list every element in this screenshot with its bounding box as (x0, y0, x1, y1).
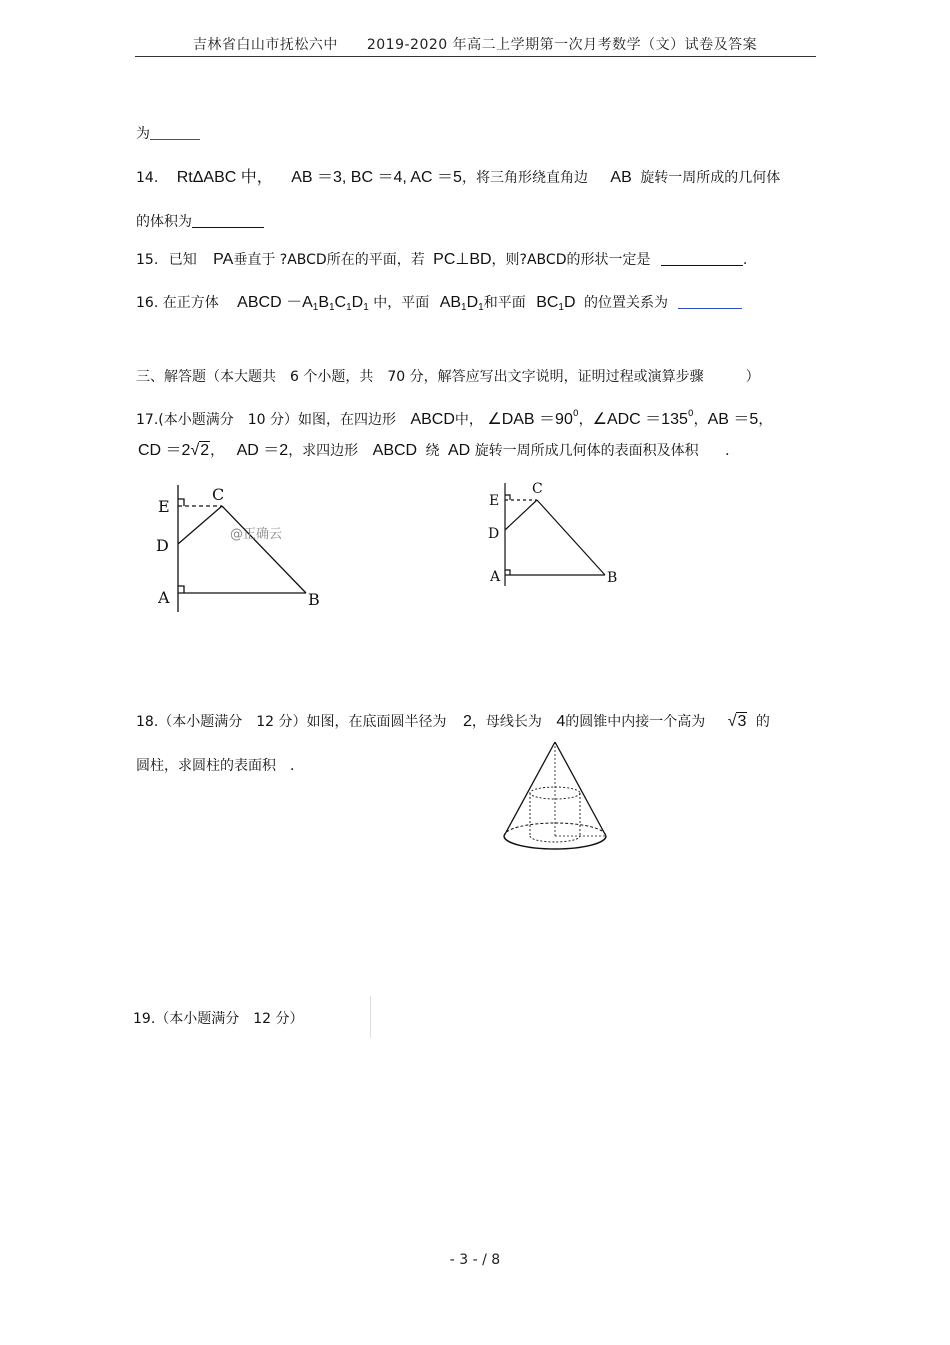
q17-sqrt-value: 2 (200, 442, 210, 459)
q16-plane-1-a: AB (439, 294, 462, 311)
q18-height-value: 3 (737, 713, 747, 730)
q16-plane-1-sub2: 1 (478, 302, 484, 313)
q18-line1 (136, 712, 770, 732)
q17-fig1-label-b: B (308, 590, 320, 609)
q16-plane-1 (440, 294, 484, 311)
q14-axis: AB (610, 169, 632, 186)
q15-number: 15. (136, 252, 159, 268)
q16-cube-b: B (318, 294, 329, 311)
q17-fig2-label-b: B (607, 570, 618, 586)
q18-cone-right-edge (555, 742, 606, 836)
q17-comma-2: ， (693, 412, 708, 428)
q17-end: ． (725, 443, 740, 459)
q17-text-d: 绕 (425, 443, 440, 459)
q13-tail (136, 124, 200, 144)
q14-text-b: 旋转一周所成的几何体 (640, 170, 781, 186)
q16-sub-4: 1 (363, 302, 369, 313)
q14-line2 (136, 212, 264, 232)
q18-sqrt-symbol: √ (727, 713, 737, 730)
q16-plane-2-sub: 1 (558, 302, 564, 313)
q14-line1 (136, 168, 780, 188)
q16-text-a: 在正方体 (162, 295, 219, 311)
q16-cube-c: C (334, 294, 347, 311)
q17-fig2-right-angle-e (505, 495, 510, 500)
q16-sub-3: 1 (346, 302, 352, 313)
q17-degree-2: 0 (687, 409, 694, 419)
q19-title: 19.（本小题满分 12 分） (133, 1011, 304, 1027)
q17-fig1-right-angle-e (178, 499, 184, 506)
q17-fig2-label-a: A (490, 569, 501, 585)
q16-line (136, 293, 742, 318)
section-3-title: 三、解答题（本大题共 6 个小题，共 70 分，解答应写出文字说明，证明过程或演算步骤 ） (136, 369, 760, 385)
q16-sub-2: 1 (328, 302, 335, 313)
q16-text-c: 和平面 (483, 295, 526, 311)
q16-cube-d: D (351, 294, 364, 311)
q17-fig2-bc (537, 500, 605, 575)
q15-answer-blank[interactable] (661, 251, 743, 266)
q14-triangle-symbol: Δ (192, 169, 204, 186)
q14-abc: ABC 中， (203, 169, 273, 186)
q15-text-c: 所在的平面，若 (326, 252, 425, 268)
q14-text-a: ，将三角形绕直角边 (461, 170, 588, 186)
q17-fig1-cd (178, 506, 222, 544)
q16-text-b: 中，平面 (373, 295, 430, 311)
q17-line1 (136, 404, 772, 430)
q18-cone-left-edge (504, 742, 555, 836)
q14-text-c: 的体积为 (136, 214, 192, 230)
q18-text-c: 的圆锥中内接一个高为 (565, 714, 706, 730)
q17-angle-adc: ∠ADC ＝135 (592, 411, 688, 428)
q17-fig2-right-angle-a (505, 570, 510, 575)
page-header-title: 吉林省白山市抚松六中 2019-2020 年高二上学期第一次月考数学（文）试卷及答案 (192, 37, 758, 53)
q17-fig2-label-d: D (488, 526, 500, 542)
q17-comma-3: ， (758, 412, 773, 428)
q16-plane-1-sub: 1 (461, 302, 467, 313)
q18-number: 18. (136, 714, 159, 730)
q16-plane-2-b: D (563, 294, 576, 311)
q14-number: 14. (136, 170, 159, 186)
q17-text-c: ，求四边形 (288, 443, 359, 459)
q17-text-e: 旋转一周所成几何体的表面积及体积 (474, 443, 699, 459)
header-divider (135, 56, 816, 57)
q17-degree-1: 0 (572, 409, 579, 419)
q17-sqrt-symbol: √ (190, 442, 200, 459)
q16-cube (237, 294, 369, 311)
q16-plane-2-a: BC (536, 294, 559, 311)
q13-answer-blank[interactable] (150, 125, 200, 140)
q16-number: 16. (136, 295, 159, 311)
q17-fig1-bc (222, 506, 306, 593)
q17-number: 17.( (136, 412, 164, 428)
q18-slant: 4 (556, 713, 566, 730)
q14-conditions: AB ＝3, BC ＝4, AC ＝5 (291, 169, 462, 186)
q15-text-e: 的形状一定是 (566, 252, 651, 268)
q17-figure-1 (150, 480, 330, 615)
q14-answer-blank[interactable] (192, 213, 264, 228)
q15-text-a: 已知 (168, 252, 197, 268)
q14-rt: Rt (176, 169, 193, 186)
q17-fig2-label-e: E (489, 493, 500, 509)
q15-condition: PC⊥BD (433, 251, 492, 268)
q13-tail-text: 为 (136, 126, 150, 142)
q17-quad: ABCD (410, 411, 455, 428)
q17-quad-2: ABCD (372, 442, 418, 459)
q18-cylinder-bottom (530, 836, 580, 842)
q15-end: . (742, 252, 748, 268)
q17-fig1-label-d: D (156, 536, 169, 555)
q15-line (136, 250, 747, 270)
q16-answer-blank[interactable] (678, 294, 742, 309)
q17-figure-2 (485, 478, 630, 590)
q15-text-b: 垂直于 (233, 252, 276, 268)
q16-plane-1-b: D (466, 294, 479, 311)
q18-cone-figure (498, 740, 613, 855)
q15-parallelogram-1: ?ABCD (279, 252, 327, 268)
q17-angle-dab: ∠DAB ＝90 (487, 411, 573, 428)
q17-fig2-cd (505, 500, 537, 530)
q18-text-b: ，母线长为 (471, 714, 542, 730)
q15-text-d: ，则 (491, 252, 520, 268)
q17-axis: AD (448, 442, 471, 459)
scan-mark (370, 996, 371, 1038)
q16-cube-a: ABCD －A (237, 294, 313, 311)
q17-fig1-label-e: E (158, 497, 170, 516)
q15-parallelogram-2: ?ABCD (519, 252, 567, 268)
q18-radius: 2 (462, 713, 472, 730)
q16-plane-2 (536, 294, 575, 311)
q15-pa: PA (213, 251, 234, 268)
q17-fig1-right-angle-a (178, 586, 184, 593)
q17-ad: AD ＝2 (236, 442, 289, 459)
q17-text-b: 中， (454, 412, 483, 428)
q17-text-a: 本小题满分 10 分）如图，在四边形 (163, 412, 396, 428)
q17-comma-4: ， (210, 443, 225, 459)
q17-fig1-label-c: C (212, 485, 225, 504)
q18-cylinder-top (530, 787, 580, 799)
q16-text-d: 的位置关系为 (584, 295, 668, 311)
q17-fig2-label-c: C (532, 481, 543, 497)
q18-text-a: （本小题满分 12 分）如图，在底面圆半径为 (158, 714, 447, 730)
q17-ab: AB ＝5 (707, 411, 759, 428)
q17-comma-1: ， (578, 412, 593, 428)
q17-cd: CD ＝2 (138, 442, 191, 459)
q18-cone-base-front (504, 836, 606, 849)
q16-sub-1: 1 (312, 302, 319, 313)
q18-line2: 圆柱，求圆柱的表面积 ． (136, 758, 304, 774)
page-number: - 3 - / 8 (449, 1252, 501, 1268)
q17-line2 (138, 441, 739, 461)
q17-fig1-label-a: A (158, 588, 170, 607)
q17-fig1-watermark: @正确云 (230, 527, 283, 542)
q18-text-d: 的 (755, 714, 770, 730)
